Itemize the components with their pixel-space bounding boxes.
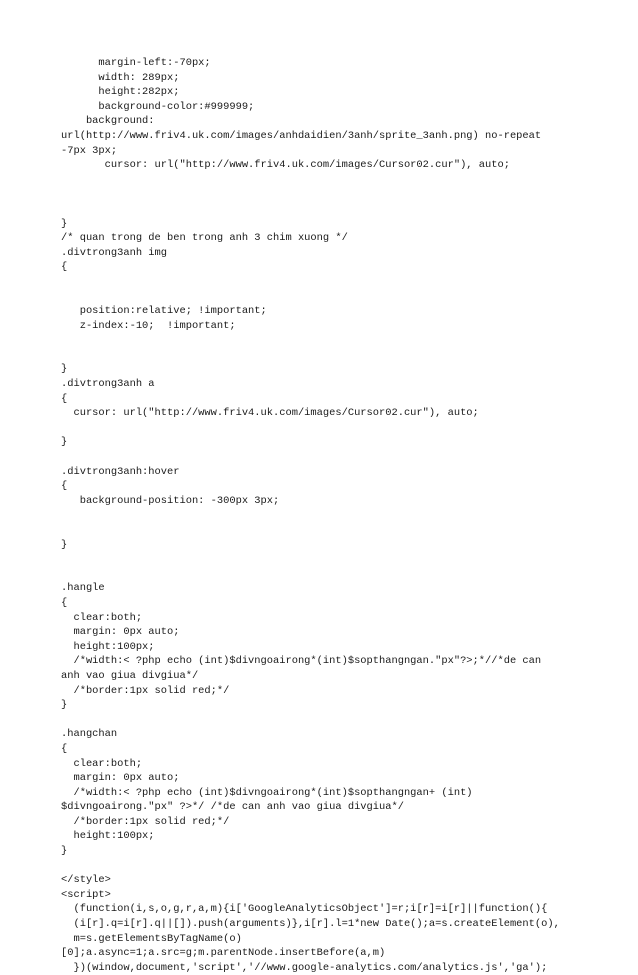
code-line: z-index:-10; !important; bbox=[61, 319, 236, 332]
code-line: background-color:#999999; bbox=[61, 100, 255, 113]
code-line: { bbox=[61, 742, 68, 755]
code-line bbox=[61, 202, 621, 217]
code-line: /*width:< ?php echo (int)$divngoairong*(int)$sopthangngan+ (int) bbox=[61, 786, 473, 799]
code-line: { bbox=[61, 392, 68, 405]
code-line: -7px 3px; bbox=[61, 144, 118, 157]
code-line: background-position: -300px 3px; bbox=[61, 494, 280, 507]
code-line bbox=[61, 567, 621, 582]
code-line bbox=[61, 523, 621, 538]
code-line bbox=[61, 450, 621, 465]
code-line bbox=[61, 552, 621, 567]
code-line: url(http://www.friv4.uk.com/images/anhdaidien/3anh/sprite_3anh.png) no-repeat bbox=[61, 129, 542, 142]
code-line: cursor: url("http://www.friv4.uk.com/images/Cursor02.cur"), auto; bbox=[61, 159, 510, 172]
code-line bbox=[61, 333, 621, 348]
code-line: .hangchan bbox=[61, 728, 118, 741]
code-line: margin-left:-70px; bbox=[61, 57, 211, 69]
code-line bbox=[61, 508, 621, 523]
code-line: width: 289px; bbox=[61, 71, 180, 84]
code-line: m=s.getElementsByTagName(o) bbox=[61, 932, 242, 945]
code-line: })(window,document,'script','//www.google-analytics.com/analytics.js','ga'); bbox=[61, 961, 548, 974]
code-line bbox=[61, 290, 621, 305]
code-line: { bbox=[61, 261, 68, 274]
code-line: height:100px; bbox=[61, 830, 155, 843]
code-line: margin: 0px auto; bbox=[61, 772, 180, 785]
code-line: height:100px; bbox=[61, 640, 155, 653]
code-line: cursor: url("http://www.friv4.uk.com/images/Cursor02.cur"), auto; bbox=[61, 407, 479, 420]
code-line: .divtrong3anh img bbox=[61, 246, 168, 259]
code-line: { bbox=[61, 480, 68, 493]
code-line: } bbox=[61, 363, 68, 376]
code-line bbox=[61, 348, 621, 363]
code-line bbox=[61, 859, 621, 874]
code-line: .divtrong3anh a bbox=[61, 378, 155, 391]
code-line: <script> bbox=[61, 888, 111, 901]
code-line: /* quan trong de ben trong anh 3 chim xuong */ bbox=[61, 232, 348, 245]
code-line bbox=[61, 421, 621, 436]
code-line: /*border:1px solid red;*/ bbox=[61, 815, 230, 828]
code-line: (function(i,s,o,g,r,a,m){i['GoogleAnalyticsObject']=r;i[r]=i[r]||function(){ bbox=[61, 903, 548, 916]
code-line: clear:both; bbox=[61, 757, 143, 770]
code-line bbox=[61, 275, 621, 290]
code-line: } bbox=[61, 699, 68, 712]
code-line: height:282px; bbox=[61, 86, 180, 99]
code-line: { bbox=[61, 596, 68, 609]
code-line: } bbox=[61, 217, 68, 230]
code-listing bbox=[61, 56, 621, 975]
code-line bbox=[61, 173, 621, 188]
code-line: [0];a.async=1;a.src=g;m.parentNode.insertBefore(a,m) bbox=[61, 947, 386, 960]
code-line: </style> bbox=[61, 874, 111, 887]
code-line: /*width:< ?php echo (int)$divngoairong*(int)$sopthangngan."px"?>;*//*de can bbox=[61, 655, 542, 668]
code-line: margin: 0px auto; bbox=[61, 626, 180, 639]
code-line bbox=[61, 187, 621, 202]
code-line: position:relative; !important; bbox=[61, 305, 267, 318]
code-line: } bbox=[61, 436, 68, 449]
code-line: .hangle bbox=[61, 582, 105, 595]
code-line: (i[r].q=i[r].q||[]).push(arguments)},i[r].l=1*new Date();a=s.createElement(o), bbox=[61, 918, 560, 931]
code-line: clear:both; bbox=[61, 611, 143, 624]
code-line: background: bbox=[61, 115, 155, 128]
code-line bbox=[61, 713, 621, 728]
code-line: } bbox=[61, 538, 68, 551]
code-line: } bbox=[61, 845, 68, 858]
code-line: /*border:1px solid red;*/ bbox=[61, 684, 230, 697]
code-line: anh vao giua divgiua*/ bbox=[61, 669, 199, 682]
code-line: $divngoairong."px" ?>*/ /*de can anh vao giua divgiua*/ bbox=[61, 801, 404, 814]
code-line: .divtrong3anh:hover bbox=[61, 465, 180, 478]
